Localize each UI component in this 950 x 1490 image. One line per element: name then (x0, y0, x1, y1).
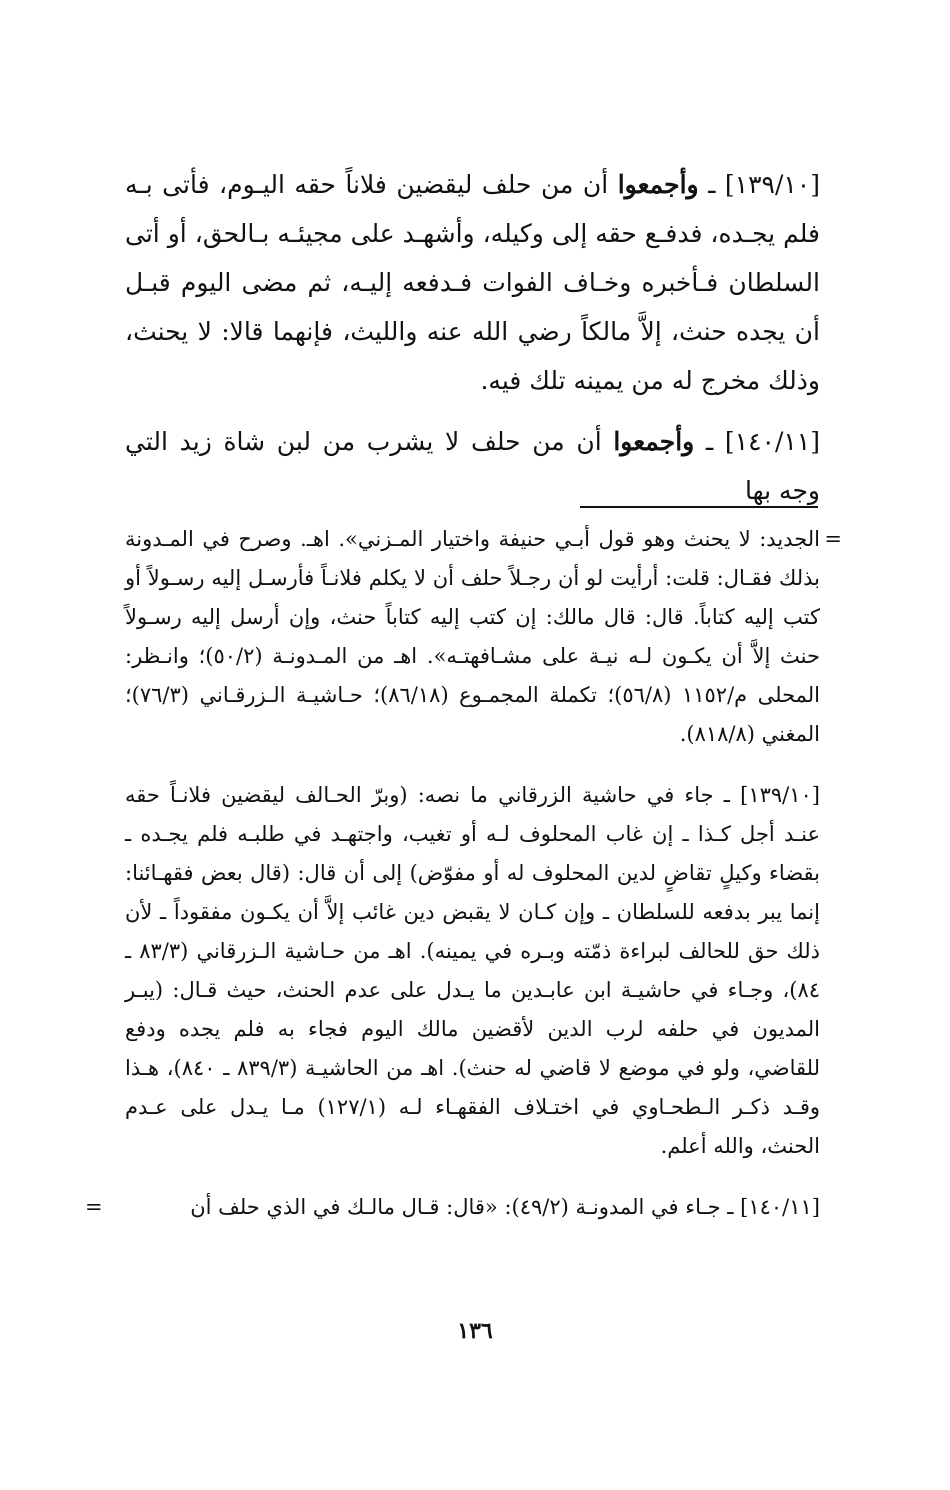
entry-text: أن من حلف لا يشرب من لبن شاة زيد التي وجه بها (125, 427, 820, 505)
footnotes (85, 520, 842, 1249)
entry-number: [١٣٩/١٠] ـ (708, 170, 820, 199)
footnote-139 (125, 776, 820, 1166)
paragraph-139 (125, 160, 820, 405)
entry-number: [١٤٠/١١] ـ (705, 427, 820, 456)
entry-keyword: وأجمعوا (613, 427, 695, 456)
entry-text: أن من حلف ليقضين فلاناً حقه اليـوم، فأتى بـه فلم يجـده، فدفـع حقه إلى وكيله، وأشهـد على مجيئـه بـالحق، أو أتى السلطان فـأخبره وخـاف الفوات فـدفعه إليـه، ثم مضى اليوم قبـل أن يجده حنث، إلاَّ مالكاً رضي الله عنه والليث، فإنهما قالا: لا يحنث، وذلك مخرج له من يمينه تلك فيه. (125, 170, 821, 395)
continuation-mark: = (824, 527, 842, 551)
footnote-text: [١٣٩/١٠] ـ جاء في حاشية الزرقاني ما نصه: (وبرّ الحـالف ليقضين فلانـاً حقه عنـد أجل كـذا ـ إن غاب المحلوف لـه أو تغيب، واجتهـد في طلبـه فلم يجـده ـ بقضاء وكيلٍ تقاضٍ لدين المحلوف له أو مفوّض) إلى أن قال: (قال بعض فقهـائنا: إنما يبر بدفعه للسلطان ـ وإن كـان لا يقبض دين غائب إلاَّ أن يكـون مفقوداً ـ لأن ذلك حق للحالف لبراءة ذمّته وبـره في يمينه). اهـ من حـاشية الـزرقاني (٨٣/٣ ـ ٨٤)، وجـاء في حاشيـة ابن عابـدين ما يـدل على عدم الحنث، حيث قـال: (يبـر المديون في حلفه لرب الدين لأقضين مالك اليوم فجاء به فلم يجده ودفع للقاضي، ولو في موضع لا قاضي له حنث). اهـ من الحاشيـة (٨٣٩/٣ ـ ٨٤٠)، هـذا وقـد ذكـر الـطحـاوي في اختـلاف الفقهـاء لـه (١٢٧/١) مـا يـدل على عـدم الحنث، والله أعلم. (125, 783, 821, 1158)
continuation-mark-end: = (85, 1195, 103, 1219)
main-text (125, 160, 820, 527)
footnote-separator (580, 506, 818, 508)
footnote-140 (85, 1188, 820, 1227)
footnote-text: الجديد: لا يحنث وهو قول أبـي حنيفة واختيار المـزني». اهـ. وصرح في المـدونة بذلك فقـال: قلت: أرأيت لو أن رجـلاً حلف أن لا يكلم فلانـاً فأرسـل إليه رسـولاً أو كتب إليه كتاباً. قال: قال مالك: إن كتب إليه كتاباً حنث، وإن أرسل إليه رسـولاً حنث إلاَّ أن يكـون لـه نيـة على مشـافهتـه». اهـ من المـدونـة (٥٠/٢)؛ وانـظر: المحلى م/١١٥٢ (٥٦/٨)؛ تكملة المجمـوع (٨٦/١٨)؛ حـاشيـة الـزرقـاني (٧٦/٣)؛ المغني (٨١٨/٨). (125, 527, 821, 746)
paragraph-140 (125, 417, 820, 515)
page-number: ١٣٦ (457, 1318, 493, 1344)
entry-keyword: وأجمعوا (617, 170, 699, 199)
footnote-continued (125, 520, 842, 754)
footnote-text: [١٤٠/١١] ـ جـاء في المدونـة (٤٩/٢): «قال: قـال مالـك في الذي حلف أن (190, 1195, 820, 1219)
